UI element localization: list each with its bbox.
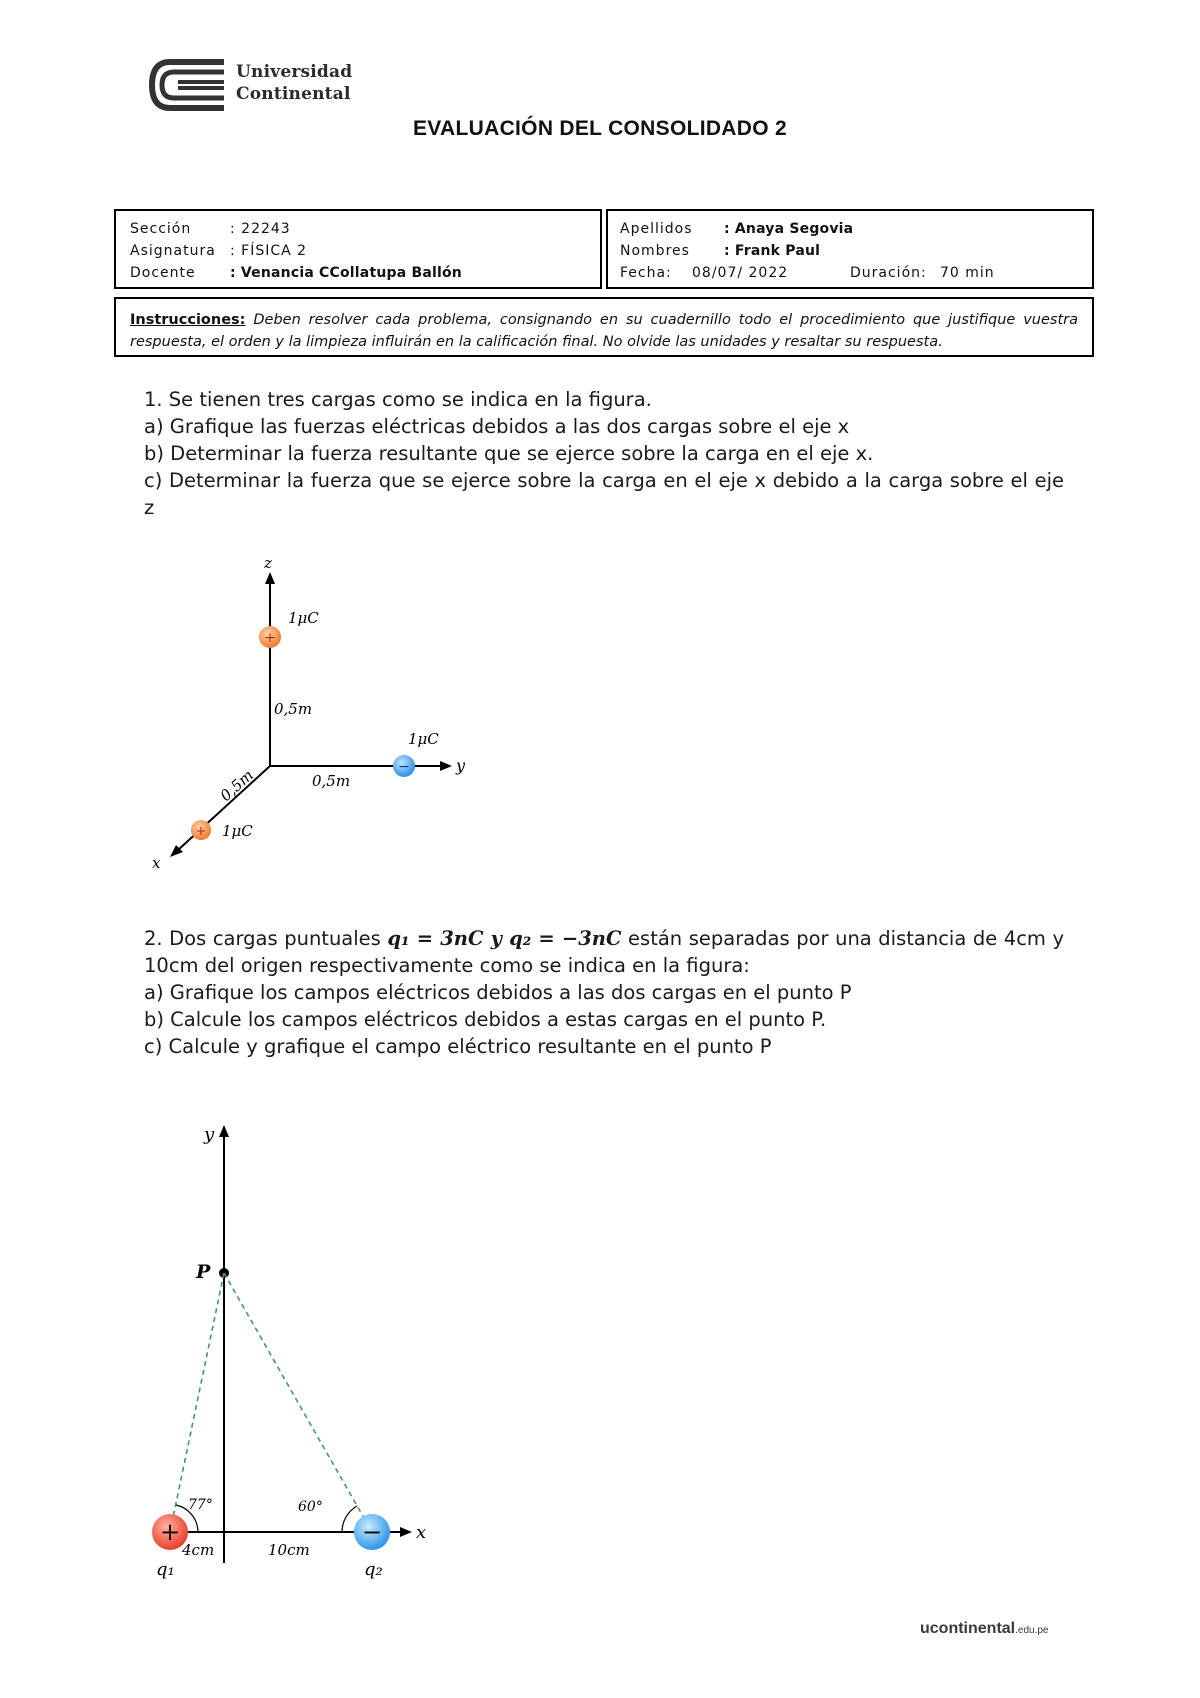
q2-intro <box>144 925 1064 979</box>
fecha-label: Fecha: <box>620 265 672 281</box>
y-axis-label: y <box>456 756 466 775</box>
q2-part-a: a) Grafique los campos eléctricos debidos a las dos cargas en el punto P <box>144 981 852 1004</box>
charge-y-label: 1μC <box>408 730 439 748</box>
charge-z-sign: + <box>264 630 276 646</box>
q2-part-c: c) Calcule y grafique el campo eléctrico resultante en el punto P <box>144 1035 772 1058</box>
instructions-box <box>114 297 1094 357</box>
university-logo <box>148 52 378 118</box>
dashed-line-q1 <box>170 1273 224 1532</box>
footer-brand-text: ucontinental <box>920 1620 1016 1637</box>
figure-three-charges <box>140 550 500 880</box>
nombres-value: : Frank Paul <box>724 243 821 259</box>
fecha-value: 08/07/ 2022 <box>692 265 789 281</box>
q1-label: q₁ <box>156 1559 175 1580</box>
info-box-right <box>606 209 1094 289</box>
page-title: EVALUACIÓN DEL CONSOLIDADO 2 <box>413 117 787 140</box>
angle1-label: 77° <box>188 1497 213 1513</box>
dist2-label: 10cm <box>268 1541 310 1559</box>
docente-value: : Venancia CCollatupa Ballón <box>230 265 462 281</box>
question-1 <box>144 386 1064 521</box>
footer-domain: .edu.pe <box>1015 1625 1049 1636</box>
charge-z-label: 1μC <box>288 609 319 627</box>
logo-text-line1: Universidad <box>236 62 353 82</box>
seccion-label: Sección <box>130 221 192 237</box>
charge-x-sign: + <box>195 824 207 839</box>
question-2 <box>144 925 1064 1060</box>
q2-math: q₁ = 3nC y q₂ = −3nC <box>387 927 622 950</box>
q1-part-a: a) Grafique las fuerzas eléctricas debidos a las dos cargas sobre el eje x <box>144 415 850 438</box>
y-arrow-icon <box>219 1125 229 1137</box>
x-axis-label: x <box>152 854 161 872</box>
q2-intro-before: 2. Dos cargas puntuales <box>144 927 381 950</box>
q2-label: q₂ <box>364 1559 383 1580</box>
dashed-line-q2 <box>224 1273 372 1532</box>
asignatura-label: Asignatura <box>130 243 216 259</box>
logo-text-line2: Continental <box>236 84 351 104</box>
y-axis-label: y <box>204 1124 215 1145</box>
z-arrow-icon <box>265 572 275 584</box>
info-box-left <box>114 209 602 289</box>
angle2-label: 60° <box>298 1499 323 1515</box>
instructions-text: Deben resolver cada problema, consignando en su cuadernillo todo el procedimiento que justifique vuestra respuesta, el orden y la limpieza influirán en la calificación final. No olvide las unidades y resaltar su respuesta. <box>130 312 1078 350</box>
nombres-label: Nombres <box>620 243 690 259</box>
dist-z-label: 0,5m <box>274 700 313 718</box>
apellidos-label: Apellidos <box>620 221 693 237</box>
y-arrow-icon <box>440 761 452 771</box>
q2-part-b: b) Calcule los campos eléctricos debidos a estas cargas en el punto P. <box>144 1008 827 1031</box>
docente-label: Docente <box>130 265 196 281</box>
figure-two-charges <box>130 1115 470 1595</box>
z-axis-label: z <box>264 554 272 572</box>
dist1-label: 4cm <box>182 1541 215 1559</box>
point-p-label: P <box>196 1261 211 1283</box>
charge-q1-sign: + <box>159 1518 181 1546</box>
asignatura-value: : FÍSICA 2 <box>230 243 308 259</box>
footer-brand <box>920 1620 1048 1638</box>
q1-part-c: c) Determinar la fuerza que se ejerce sobre la carga en el eje x debido a la carga sobre el eje z <box>144 469 1064 519</box>
q2-intro-after: están separadas por una distancia de 4cm y 10cm del origen respectivamente como se indica en la figura: <box>144 927 1064 977</box>
charge-x-label: 1μC <box>222 822 253 840</box>
q1-part-b: b) Determinar la fuerza resultante que se ejerce sobre la carga en el eje x. <box>144 442 874 465</box>
duracion-value: 70 min <box>940 265 995 281</box>
duracion-label: Duración: <box>850 265 927 281</box>
charge-q2-sign: − <box>361 1518 383 1546</box>
instructions-label: Instrucciones: <box>130 312 246 328</box>
x-arrow-icon <box>400 1527 412 1537</box>
q1-intro: 1. Se tienen tres cargas como se indica en la figura. <box>144 388 652 411</box>
dist-y-label: 0,5m <box>312 772 351 790</box>
dist-x-label: 0,5m <box>216 766 257 805</box>
apellidos-value: : Anaya Segovia <box>724 221 854 237</box>
logo-icon <box>148 58 228 112</box>
charge-y-sign: − <box>398 759 410 775</box>
seccion-value: : 22243 <box>230 221 291 237</box>
x-axis-label: x <box>416 1522 427 1543</box>
